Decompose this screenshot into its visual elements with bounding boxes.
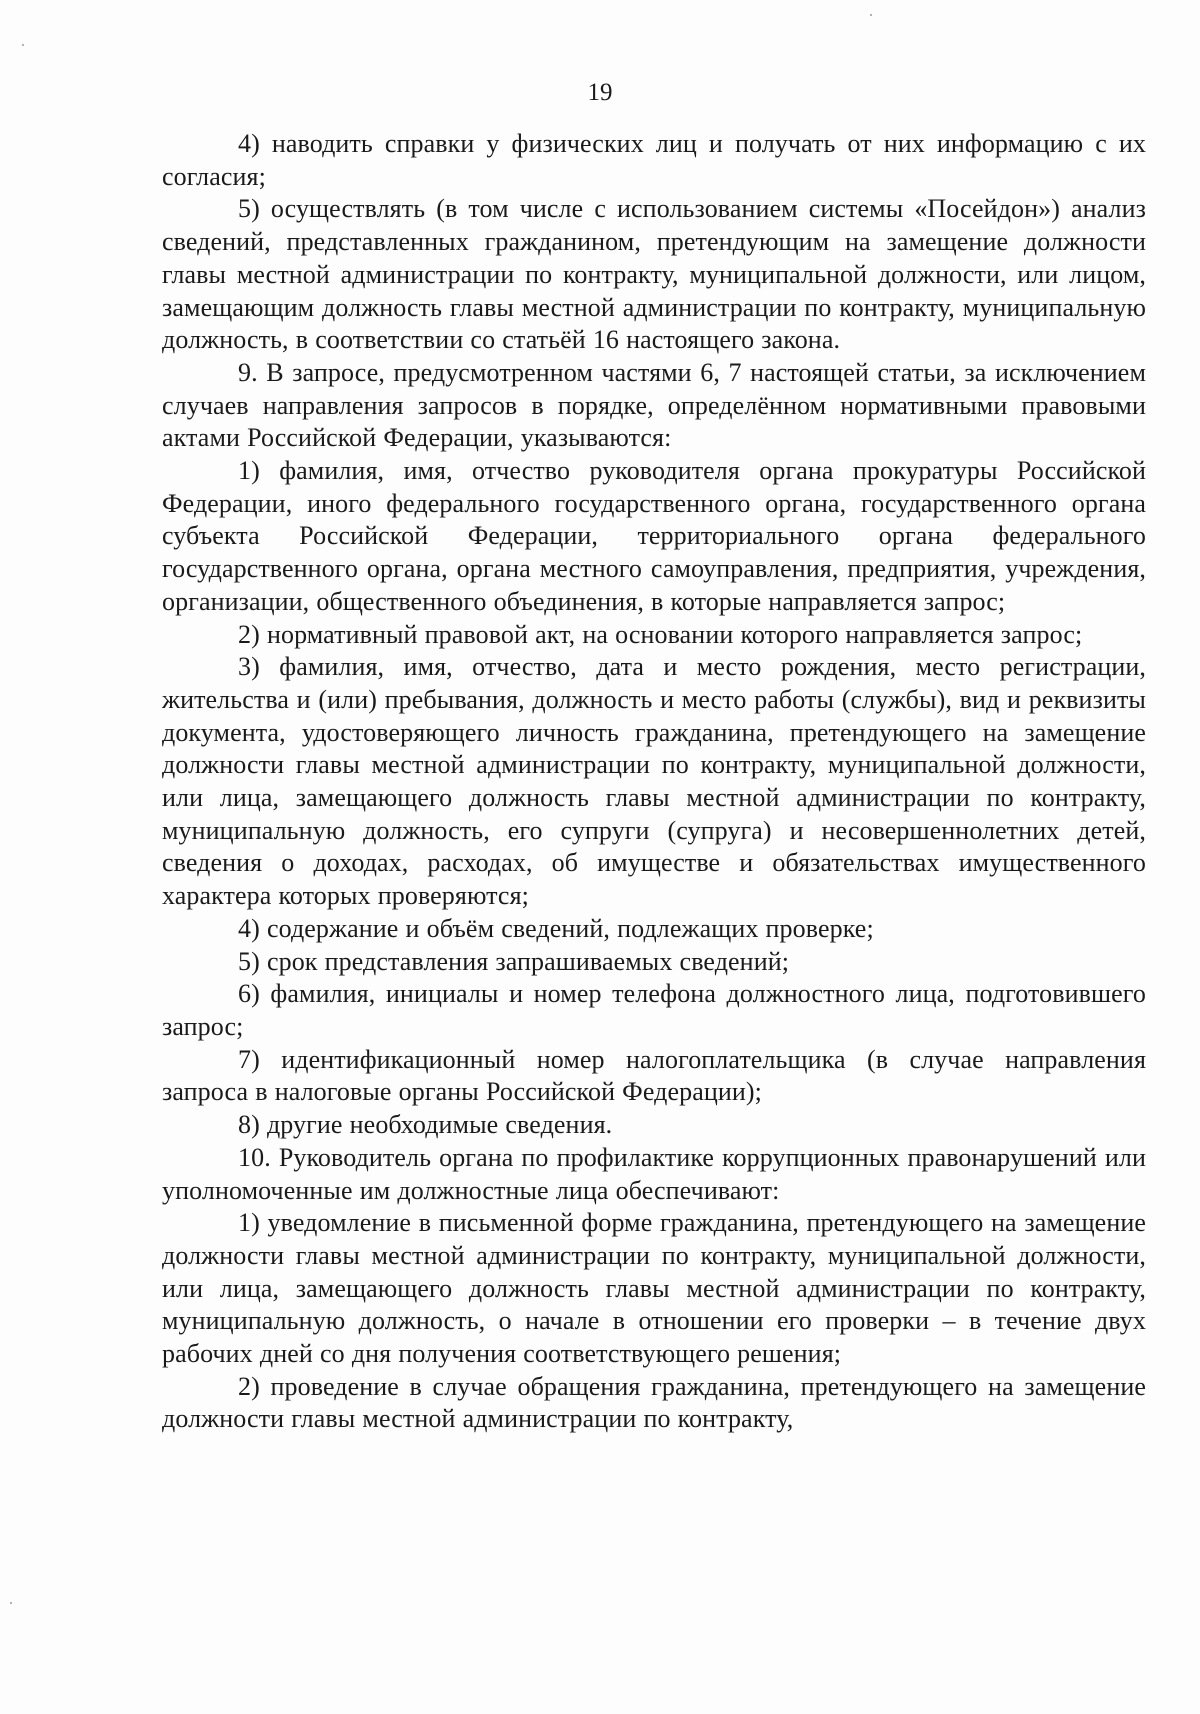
paragraph-part-10-item-2: 2) проведение в случае обращения гражданина, претендующего на замещение должности главы местной администрации по контракту,	[162, 1371, 1146, 1434]
scan-speck	[22, 44, 24, 46]
paragraph-part-9-item-4: 4) содержание и объём сведений, подлежащих проверке;	[238, 913, 874, 943]
paragraph-part-9-item-6: 6) фамилия, инициалы и номер телефона должностного лица, подготовившего запрос;	[162, 979, 1146, 1041]
document-body	[162, 128, 1146, 1436]
scan-speck	[870, 14, 872, 16]
paragraph-item-4: 4) наводить справки у физических лиц и получать от них информацию с их согласия;	[162, 129, 1146, 191]
paragraph-item-5: 5) осуществлять (в том числе с использованием системы «Посейдон») анализ сведений, представленных гражданином, претендующим на замещение должности главы местной администрации по контракту, муниципальной должности, или лицом, замещающим должность главы местной администрации по контракту, муниципальную должность, в соответствии со статьёй 16 настоящего закона.	[162, 194, 1146, 355]
paragraph-part-9-item-1: 1) фамилия, имя, отчество руководителя органа прокуратуры Российской Федерации, иного федерального государственного органа, государственного органа субъекта Российской Федерации, территориального органа федерального государственного органа, органа местного самоуправления, предприятия, учреждения, организации, общественного объединения, в которые направляется запрос;	[162, 456, 1146, 616]
paragraph-part-9-item-8: 8) другие необходимые сведения.	[238, 1110, 613, 1140]
paragraph-part-9-item-5: 5) срок представления запрашиваемых сведений;	[238, 946, 790, 976]
paragraph-part-9-item-3: 3) фамилия, имя, отчество, дата и место рождения, место регистрации, жительства и (или) пребывания, должность и место работы (службы), вид и реквизиты документа, удостоверяющего личность гражданина, претендующего на замещение должности главы местной администрации по контракту, муниципальной должности, или лица, замещающего должность главы местной администрации по контракту, муниципальную должность, его супруги (супруга) и несовершеннолетних детей, сведения о доходах, расходах, об имуществе и обязательствах имущественного характера которых проверяются;	[162, 652, 1146, 911]
paragraph-part-10: 10. Руководитель органа по профилактике коррупционных правонарушений или уполномоченные им должностные лица обеспечивают:	[162, 1142, 1146, 1205]
scan-speck	[10, 1602, 12, 1604]
paragraph-part-9: 9. В запросе, предусмотренном частями 6, 7 настоящей статьи, за исключением случаев направления запросов в порядке, определённом нормативными правовыми актами Российской Федерации, указываются:	[162, 357, 1146, 453]
paragraph-part-9-item-7: 7) идентификационный номер налогоплательщика (в случае направления запроса в налоговые органы Российской Федерации);	[162, 1044, 1146, 1107]
paragraph-part-10-item-1: 1) уведомление в письменной форме гражданина, претендующего на замещение должности главы местной администрации по контракту, муниципальной должности, или лица, замещающего должность главы местной администрации по контракту, муниципальную должность, о начале в отношении его проверки – в течение двух рабочих дней со дня получения соответствующего решения;	[162, 1208, 1146, 1369]
page-number: 19	[587, 79, 613, 106]
paragraph-part-9-item-2: 2) нормативный правовой акт, на основании которого направляется запрос;	[238, 619, 1083, 649]
